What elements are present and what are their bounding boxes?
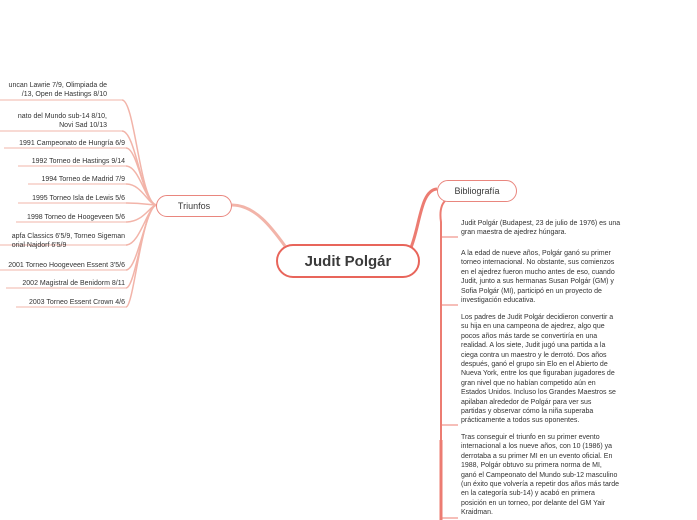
triunfo-item[interactable] [8,261,125,270]
paragraph-line: derrotaba a su primer MI en un evento oficial. En [461,452,613,460]
triunfo-item[interactable] [9,81,107,99]
triunfo-item-line: /13, Open de Hastings 8/10 [21,91,107,98]
bibliografia-paragraph[interactable] [461,219,697,238]
paragraph-line: partidas y observar cómo la niña superaba [461,408,594,416]
triunfo-item[interactable] [12,232,125,250]
central-topic[interactable] [276,244,420,278]
central-topic-label: Judit Polgár [304,252,392,270]
paragraph-line: su hija en una campeona de ajedrez, algo que [461,323,605,331]
triunfo-item[interactable] [29,298,125,307]
branch-bibliografia-label: Bibliografía [454,186,500,196]
triunfo-item-line: 1998 Torneo de Hoogeveen 5/6 [27,214,125,221]
triunfo-item-line: 1992 Torneo de Hastings 9/14 [31,158,125,165]
triunfo-item-line: nato del Mundo sub-14 8/10, [17,113,107,120]
triunfo-item[interactable] [19,139,125,148]
triunfo-item-line: 1995 Torneo Isla de Lewis 5/6 [32,195,125,202]
triunfo-item[interactable] [18,112,107,130]
paragraph-line: ciega contra un maestro y le derrotó. Dos años [461,351,607,359]
paragraph-line: gran nivel que no habían competido aún en [461,379,596,387]
paragraph-line: pocos años más tarde se convertiría en una [461,332,598,340]
paragraph-line: Los padres de Judit Polgár decidieron convertir a [461,314,614,321]
paragraph-line: en el ajedrez fueron mucho antes de eso, cuando [461,268,615,276]
paragraph-line: Nueva York, entre los que figuraban jugadores de [461,370,615,378]
paragraph-line: investigación educativa. [461,297,536,305]
triunfo-item[interactable] [41,175,125,184]
paragraph-line: (un éxito que volvería a repetir dos años más tarde [461,481,619,489]
triunfo-item-line: uncan Lawrie 7/9, Olimpiada de [8,82,107,89]
triunfo-item[interactable] [32,194,125,203]
triunfo-item[interactable] [27,213,125,222]
paragraph-line: A la edad de nueve años, Polgár ganó su primer [461,250,611,257]
paragraph-line: Tras conseguir el triunfo en su primer evento [461,434,600,441]
triunfo-item[interactable] [22,279,125,288]
branch-bibliografia[interactable] [437,180,517,202]
paragraph-line: en la categoría sub-14) y acabó en primera [461,490,595,498]
triunfo-item-line: apfa Classics 6'5/9, Torneo Sigeman [11,233,125,240]
bibliografia-paragraph[interactable] [461,313,697,426]
paragraph-line: torneo internacional. No obstante, sus comienzos [461,259,615,267]
bibliografia-paragraph[interactable] [461,249,697,305]
triunfo-item-line: 2001 Torneo Hoogeveen Essent 3'5/6 [8,262,125,269]
triunfo-item-line: 2003 Torneo Essent Crown 4/6 [29,299,125,306]
paragraph-line: apilaban alrededor de Polgár para ver sus [461,398,592,406]
triunfo-item-line: 1991 Campeonato de Hungría 6/9 [19,140,125,147]
triunfo-item-line: orial Najdorf 6'5/9 [11,242,67,249]
triunfo-item-line: Novi Sad 10/13 [59,122,107,129]
paragraph-line: posición en un torneo, por delante del GM Yair [461,499,606,507]
paragraph-line: prácticamente a todos sus oponentes. [461,417,580,425]
triunfo-item[interactable] [32,157,125,166]
paragraph-line: Judit Polgár (Budapest, 23 de julio de 1976) es una [461,220,621,227]
paragraph-line: realidad. A los siete, Judit jugó una partida a la [461,342,606,350]
branch-triunfos[interactable] [156,195,232,217]
paragraph-line: internacional a los nueve años, con 10 (1986) ya [461,443,612,451]
paragraph-line: gran maestra de ajedrez húngara. [461,229,567,237]
paragraph-line: Kraidman. [461,509,493,517]
paragraph-line: Estados Unidos. Incluso los Grandes Maestros se [461,389,616,397]
triunfo-item-line: 1994 Torneo de Madrid 7/9 [41,176,125,183]
triunfo-item-line: 2002 Magistral de Benidorm 8/11 [22,280,125,287]
paragraph-line: después, ganó el grupo sin Elo en el Abierto de [461,361,608,369]
paragraph-line: Sofia Polgár (MI), participó en un proyecto de [461,287,602,295]
paragraph-line: Judit, junto a sus hermanas Susan Polgár (GM) y [461,278,614,286]
bibliografia-paragraph[interactable] [461,433,697,518]
branch-triunfos-label: Triunfos [177,201,211,211]
paragraph-line: 1988, Polgár obtuvo su primera norma de MI, [461,462,602,470]
paragraph-line: ganó el Campeonato del Mundo sub-12 masculino [461,471,618,479]
